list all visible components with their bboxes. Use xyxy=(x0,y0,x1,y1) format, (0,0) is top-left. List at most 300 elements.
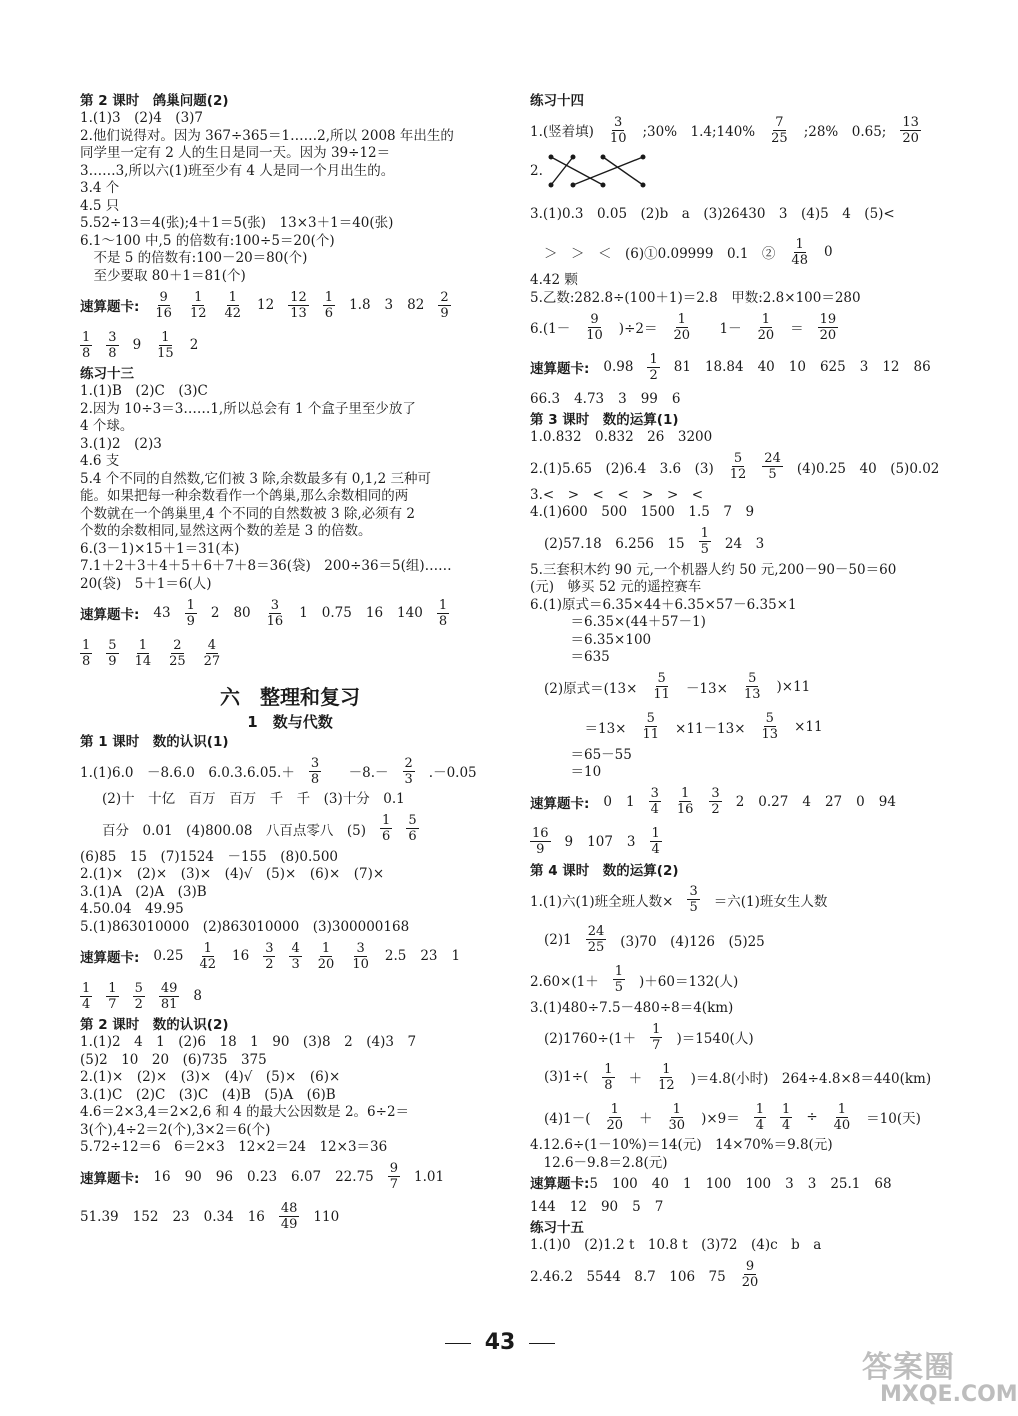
answer-value: 23 xyxy=(172,1208,190,1225)
fraction-denominator: 14 xyxy=(134,653,152,669)
fraction-numerator: 5 xyxy=(134,980,143,996)
answer-lines xyxy=(80,383,500,593)
fraction-numerator: 1 xyxy=(138,637,147,653)
fraction xyxy=(900,115,921,146)
answer-value: 100 xyxy=(705,1176,732,1192)
fraction-denominator: 13 xyxy=(743,687,761,702)
answer-line: 4.(1)600 500 1500 1.5 7 9 xyxy=(530,504,755,520)
fraction-numerator: 4 xyxy=(291,940,300,956)
left-column xyxy=(80,92,500,1237)
answer-value: 3 xyxy=(785,1176,794,1192)
fraction-numerator: 3 xyxy=(108,329,117,345)
fraction-denominator: 42 xyxy=(199,956,217,972)
answer-line: 4.42 颗 xyxy=(530,272,578,288)
answer-value: 16 xyxy=(153,1168,171,1185)
answer-row xyxy=(530,110,921,150)
fraction-numerator: 3 xyxy=(310,755,320,771)
answer-line: 不是 5 的倍数有:100－20＝80(个) xyxy=(80,250,308,266)
fraction-numerator: 3 xyxy=(711,786,720,801)
fraction-denominator: 7 xyxy=(389,1177,399,1192)
answer-row xyxy=(530,1057,931,1097)
answer-value: ÷ xyxy=(806,1109,818,1125)
answer-value: 2.5 xyxy=(384,948,407,964)
fraction-denominator: 12 xyxy=(658,1077,675,1093)
fraction-numerator: 1 xyxy=(161,329,170,345)
answer-line: 1.0.832 0.832 26 3200 xyxy=(530,429,713,445)
fraction xyxy=(818,312,839,343)
fraction xyxy=(279,1201,300,1232)
fraction xyxy=(671,312,692,343)
answer-line: 4 个球。 xyxy=(80,418,134,434)
fraction-numerator: 2 xyxy=(404,755,413,771)
matching-answer xyxy=(530,151,950,191)
fraction-numerator: 9 xyxy=(590,311,599,327)
fraction xyxy=(153,290,174,321)
answer-value: ＝ xyxy=(790,321,804,337)
fraction xyxy=(80,981,92,1012)
quick-card-label: 速算题卡: xyxy=(530,361,590,377)
answer-value: )×9＝ xyxy=(701,1111,740,1127)
answer-line: 至少要取 80＋1＝81(个) xyxy=(80,267,246,284)
fraction-denominator: 25 xyxy=(169,653,186,669)
quick-card-row xyxy=(530,1173,950,1195)
fraction xyxy=(649,786,661,817)
fraction-numerator: 1 xyxy=(82,637,91,653)
answer-value: 1 xyxy=(451,948,461,964)
answer-value: 100 xyxy=(745,1176,772,1192)
fraction xyxy=(789,237,810,268)
fraction-denominator: 9 xyxy=(536,842,545,857)
quick-card-label: 速算题卡: xyxy=(530,795,590,812)
answer-row xyxy=(80,751,477,791)
fraction-numerator: 3 xyxy=(614,114,623,130)
fraction-denominator: 4 xyxy=(82,996,91,1012)
answer-line: 1.(1)3 (2)4 (3)7 xyxy=(80,110,204,126)
fraction xyxy=(316,941,337,972)
answer-lines xyxy=(80,849,500,937)
fraction-denominator: 27 xyxy=(203,653,221,669)
fraction xyxy=(80,330,92,361)
fraction xyxy=(197,941,218,972)
answer-value: 66.3 xyxy=(530,391,561,407)
answer-value: 4.73 xyxy=(574,391,605,407)
answer-value: ;30% 1.4;140% xyxy=(642,124,756,140)
fraction-numerator: 3 xyxy=(356,940,365,956)
answer-value: ＋ xyxy=(628,1071,643,1087)
answer-value: 7 xyxy=(654,1199,664,1215)
answer-line: 4.6＝2×3,4＝2×2,6 和 4 的最大公因数是 2。6÷2＝ xyxy=(80,1104,410,1120)
fraction xyxy=(604,1102,625,1133)
fraction-numerator: 4 xyxy=(207,637,217,653)
answer-value: ＝10(天) xyxy=(866,1111,921,1127)
fraction-denominator: 7 xyxy=(652,1037,661,1053)
answer-value: 82 xyxy=(407,297,425,313)
answer-line: 6.1～100 中,5 的倍数有:100÷5＝20(个) xyxy=(80,232,335,249)
answer-value: 40 xyxy=(757,359,775,375)
quick-card-label: 速算题卡: xyxy=(80,1170,140,1187)
answer-value: 3 xyxy=(618,391,627,407)
answer-row xyxy=(530,192,895,232)
fraction-denominator: 20 xyxy=(606,1117,624,1133)
fraction xyxy=(740,1259,761,1290)
fraction-denominator: 10 xyxy=(352,956,369,972)
quick-card-values xyxy=(80,1201,339,1232)
fraction xyxy=(133,981,145,1012)
answer-value: 110 xyxy=(313,1208,340,1225)
answer-line: 3.(1)480÷7.5－480÷8＝4(km) xyxy=(530,999,734,1016)
answer-line: 3(个),4÷2＝2(个),3×2＝6(个) xyxy=(80,1121,271,1138)
fraction-denominator: 20 xyxy=(819,327,837,343)
fraction-denominator: 6 xyxy=(382,829,391,844)
answer-value: 0.25 xyxy=(153,948,184,964)
fraction-numerator: 1 xyxy=(194,289,203,305)
answer-line: 6.(3－1)×15＋1＝31(本) xyxy=(80,540,240,557)
fraction-denominator: 5 xyxy=(768,467,777,482)
fraction-numerator: 9 xyxy=(159,289,168,305)
answer-line: 4.50.04 49.95 xyxy=(80,901,184,917)
exercise-heading: 练习十五 xyxy=(530,1220,584,1236)
answer-value: 9 xyxy=(132,337,142,353)
answer-value: 86 xyxy=(913,359,931,375)
fraction xyxy=(406,813,418,844)
fraction xyxy=(133,638,154,669)
right-column xyxy=(530,92,950,1295)
answer-line: 3.(1)2 (2)3 xyxy=(80,435,162,452)
fraction-denominator: 11 xyxy=(642,727,660,742)
fraction-denominator: 10 xyxy=(609,130,627,146)
fraction-numerator: 1 xyxy=(614,964,624,979)
quick-card-values xyxy=(530,826,662,857)
answer-line: 个数就在一个鸽巢里,4 个不同的自然数被 3 除,必须有 2 xyxy=(80,505,416,522)
fraction-denominator: 12 xyxy=(189,305,207,321)
fraction xyxy=(438,290,450,321)
answer-value: (4)1－( xyxy=(544,1111,591,1127)
answer-line: 4.12.6÷(1－10%)＝14(元) 14×70%＝9.8(元) xyxy=(530,1137,833,1153)
quick-card-values xyxy=(80,981,202,1012)
answer-lines xyxy=(530,747,950,782)
answer-value: 2.(1)5.65 (2)6.4 3.6 (3) xyxy=(530,460,714,477)
fraction-denominator: 25 xyxy=(587,940,605,955)
answer-value: 0.23 xyxy=(246,1168,278,1185)
answer-value: ＋ xyxy=(639,1111,653,1127)
fraction-numerator: 2 xyxy=(440,289,449,305)
fraction xyxy=(675,786,696,817)
fraction xyxy=(754,1102,766,1133)
answer-value: 3 xyxy=(859,359,869,375)
quick-card-values xyxy=(153,1161,444,1192)
answer-value: 4 xyxy=(802,793,811,810)
page-number-dash xyxy=(529,1343,555,1344)
quick-card-values xyxy=(153,941,460,972)
fraction xyxy=(699,526,711,557)
fraction-numerator: 5 xyxy=(748,671,757,686)
fraction xyxy=(728,451,749,482)
fraction xyxy=(656,1062,677,1093)
answer-line: ＝6.35×100 xyxy=(530,631,652,648)
fraction-numerator: 5 xyxy=(765,711,774,726)
answer-value: 0.34 xyxy=(203,1208,234,1225)
page-number-dash xyxy=(445,1343,471,1344)
answer-value: 2 xyxy=(189,337,199,353)
answer-value: ×11－13× xyxy=(675,720,746,737)
answer-row xyxy=(530,307,838,347)
fraction-denominator: 2 xyxy=(134,996,143,1012)
answer-value: )÷2＝ xyxy=(618,321,658,337)
answer-line: 4.6 支 xyxy=(80,453,120,469)
answer-value: .－0.05 xyxy=(428,765,477,781)
answer-value: 0.75 xyxy=(321,605,352,621)
fraction-numerator: 1 xyxy=(651,826,660,841)
fraction-numerator: 5 xyxy=(733,451,743,466)
answer-line: (5)2 10 20 (6)735 375 xyxy=(80,1051,267,1068)
fraction-numerator: 1 xyxy=(681,786,690,801)
answer-value: 625 xyxy=(819,359,846,375)
answer-row xyxy=(530,522,764,562)
answer-row xyxy=(530,920,765,960)
quick-card-row xyxy=(80,936,500,976)
fraction-numerator: 48 xyxy=(280,1201,298,1216)
answer-line: 2.(1)× (2)× (3)× (4)√ (5)× (6)× xyxy=(80,1069,341,1085)
quick-card-row xyxy=(530,1196,950,1218)
answer-row xyxy=(530,1255,760,1295)
lesson-heading: 第 1 课时 数的认识(1) xyxy=(80,734,229,750)
answer-value: 2.60×(1＋ xyxy=(530,973,599,990)
answer-line: 5.乙数:282.8÷(100＋1)＝2.8 甲数:2.8×100＝280 xyxy=(530,289,861,306)
fraction-denominator: 10 xyxy=(586,327,603,343)
fraction xyxy=(223,290,244,321)
lesson-heading: 第 3 课时 数的运算(1) xyxy=(530,412,679,428)
quick-card-row xyxy=(80,976,500,1016)
answer-value: 16 xyxy=(247,1208,265,1225)
answer-value: (4)0.25 40 (5)0.02 xyxy=(796,460,940,477)
answer-line: 6.(1)原式＝6.35×44＋6.35×57－6.35×1 xyxy=(530,596,797,613)
fraction-denominator: 4 xyxy=(782,1117,791,1133)
fraction-denominator: 3 xyxy=(291,956,300,972)
fraction-denominator: 7 xyxy=(108,996,117,1012)
exercise-heading: 练习十三 xyxy=(80,366,134,382)
fraction xyxy=(832,1102,853,1133)
answer-value: 27 xyxy=(824,793,843,810)
answer-line: (元) 够买 52 元的遥控赛车 xyxy=(530,579,702,595)
answer-value: 99 xyxy=(640,391,658,407)
fraction xyxy=(323,290,335,321)
fraction-denominator: 4 xyxy=(755,1117,765,1133)
quick-card-row xyxy=(80,325,500,365)
fraction-numerator: 3 xyxy=(650,786,659,801)
answer-value: 9 xyxy=(564,833,574,850)
answer-value: ＝六(1)班女生人数 xyxy=(713,893,828,910)
answer-line: ＝10 xyxy=(530,764,602,780)
fraction-denominator: 9 xyxy=(108,653,117,669)
quick-card-label: 速算题卡: xyxy=(80,950,140,966)
answer-lines xyxy=(80,1034,500,1157)
fraction-numerator: 49 xyxy=(160,980,178,996)
answer-line: 3.(1)A (2)A (3)B xyxy=(80,883,207,900)
answer-value: 6.(1－ xyxy=(530,321,571,337)
answer-value: ＝13× xyxy=(544,720,627,737)
fraction-denominator: 8 xyxy=(82,653,91,669)
answer-value: (2)原式＝(13× xyxy=(544,680,638,697)
answer-value: 5 xyxy=(632,1199,641,1215)
fraction-denominator: 6 xyxy=(408,829,417,844)
answer-value: 0 xyxy=(856,793,865,810)
answer-lines xyxy=(530,1137,950,1172)
fraction xyxy=(608,115,629,146)
fraction-denominator: 16 xyxy=(266,613,284,629)
matching-lines-diagram xyxy=(543,151,663,191)
fraction-numerator: 5 xyxy=(108,637,117,653)
fraction xyxy=(388,1161,400,1192)
answer-value: 80 xyxy=(233,605,251,621)
answer-value: 100 xyxy=(612,1176,638,1192)
fraction xyxy=(760,711,781,742)
answer-value: 43 xyxy=(153,605,171,621)
fraction-numerator: 9 xyxy=(389,1161,399,1176)
quick-card-label: 速算题卡: xyxy=(530,1176,590,1192)
fraction-denominator: 13 xyxy=(290,305,307,321)
answer-value: 144 xyxy=(530,1199,556,1215)
fraction-denominator: 3 xyxy=(404,771,413,787)
answer-value: 152 xyxy=(132,1208,159,1225)
fraction-denominator: 2 xyxy=(711,802,720,817)
answer-line: 3.< > < < > > < xyxy=(530,486,704,503)
fraction-denominator: 48 xyxy=(791,252,808,268)
fraction-numerator: 2 xyxy=(173,637,182,653)
quick-card-row xyxy=(80,1157,500,1197)
answer-value: 0.98 xyxy=(603,359,634,375)
fraction-denominator: 81 xyxy=(160,996,178,1012)
fraction xyxy=(650,1022,662,1053)
answer-line: 3.(1)C (2)C (3)C (4)B (5)A (6)B xyxy=(80,1086,336,1103)
quick-card-values xyxy=(80,638,222,669)
quick-card-row xyxy=(530,822,950,862)
quick-card-values xyxy=(530,391,681,407)
answer-value: －8.－ xyxy=(335,765,389,781)
watermark-logo: 答案圈 xyxy=(862,1350,955,1385)
quick-card-row xyxy=(80,1197,500,1237)
fraction-denominator: 2 xyxy=(265,956,274,972)
fraction-numerator: 3 xyxy=(270,597,280,613)
answer-line: 5.4 个不同的自然数,它们被 3 除,余数最多有 0,1,2 三种可 xyxy=(80,470,431,487)
answer-line: 3……3,所以六(1)班至少有 4 人是同一个月出生的。 xyxy=(80,162,395,179)
answer-line: 1.(1)2 4 1 (2)6 18 1 90 (3)8 2 (4)3 7 xyxy=(80,1034,417,1050)
answer-value: 1－ xyxy=(706,321,742,337)
fraction-numerator: 1 xyxy=(228,289,237,305)
answer-value: 1.(1)六(1)班全班人数× xyxy=(530,893,674,910)
answer-value: 140 xyxy=(397,605,423,621)
fraction-numerator: 1 xyxy=(82,980,91,996)
answer-row xyxy=(530,447,939,487)
fraction xyxy=(613,964,625,995)
fraction-numerator: 1 xyxy=(324,289,334,305)
fraction xyxy=(762,451,783,482)
answer-value: －13× xyxy=(685,680,728,697)
answer-value: 23 xyxy=(420,948,438,964)
fraction-denominator: 5 xyxy=(700,542,709,557)
answer-value: 0.27 xyxy=(758,793,789,810)
fraction-numerator: 1 xyxy=(610,1101,619,1117)
page-number xyxy=(0,1330,1000,1355)
answer-value: 90 xyxy=(600,1199,619,1215)
answer-line: 4.5 只 xyxy=(80,197,120,214)
watermark-url: MXQE.COM xyxy=(880,1382,1018,1407)
fraction-numerator: 5 xyxy=(408,813,417,828)
fraction xyxy=(584,312,605,343)
answer-line: 1.(1)B (2)C (3)C xyxy=(80,383,208,399)
fraction xyxy=(403,756,415,787)
answer-row xyxy=(80,809,419,849)
fraction xyxy=(437,598,449,629)
answer-value: 25.1 xyxy=(830,1176,861,1192)
answer-line: 5.52÷13＝4(张);4＋1＝5(张) 13×3＋1＝40(张) xyxy=(80,215,394,231)
answer-value: )＝4.8(小时) 264÷4.8×8＝440(km) xyxy=(690,1071,932,1087)
answer-value: 3 xyxy=(384,297,394,313)
subsection-title: 1 数与代数 xyxy=(247,713,333,731)
fraction xyxy=(380,813,392,844)
answer-line: 5.72÷12＝6 6＝2×3 12×2＝24 12×3＝36 xyxy=(80,1139,388,1155)
fraction-denominator: 9 xyxy=(440,305,449,321)
fraction xyxy=(167,638,188,669)
fraction-denominator: 11 xyxy=(653,687,670,702)
fraction xyxy=(647,352,659,383)
answer-line: (2)十 十亿 百万 百万 千 千 (3)十分 0.1 xyxy=(102,791,405,807)
fraction-denominator: 15 xyxy=(157,345,174,361)
fraction-numerator: 1 xyxy=(662,1061,671,1077)
fraction-numerator: 16 xyxy=(532,826,549,841)
fraction-numerator: 1 xyxy=(837,1101,847,1117)
lesson-heading: 第 4 课时 数的运算(2) xyxy=(530,862,679,879)
answer-value: 96 xyxy=(215,1168,233,1185)
fraction xyxy=(288,290,309,321)
fraction-numerator: 1 xyxy=(677,311,686,327)
answer-value: 68 xyxy=(874,1176,892,1192)
fraction-numerator: 1 xyxy=(761,311,771,327)
answer-value: (3)1÷( xyxy=(544,1069,589,1085)
answer-value: 0 xyxy=(603,793,612,810)
fraction-numerator: 1 xyxy=(649,351,658,367)
answer-value: 1 xyxy=(299,605,308,621)
section-title: 六 整理和复习 xyxy=(220,685,360,709)
answer-value: 81 xyxy=(673,359,691,375)
fraction-denominator: 13 xyxy=(761,727,779,742)
fraction xyxy=(530,826,551,857)
quick-card-values xyxy=(153,598,449,629)
answer-line: 3.4 个 xyxy=(80,180,120,196)
answer-line: 2.(1)× (2)× (3)× (4)√ (5)× (6)× (7)× xyxy=(80,866,385,882)
fraction-numerator: 24 xyxy=(587,924,605,939)
quick-card-row xyxy=(530,782,950,822)
answer-line: 7.1＋2＋3＋4＋5＋6＋7＋8＝36(袋) 200÷36＝5(组)…… xyxy=(80,558,452,574)
fraction-numerator: 1 xyxy=(203,940,212,956)
answer-value: )×11 xyxy=(776,678,811,695)
quick-card-label: 速算题卡: xyxy=(80,607,140,623)
answer-value: 24 3 xyxy=(724,535,765,552)
quick-card-row xyxy=(530,388,950,410)
answer-value: 1.(竖着填) xyxy=(530,124,594,140)
fraction xyxy=(687,884,699,915)
answer-line: 5.(1)863010000 (2)863010000 (3)300000168 xyxy=(80,918,410,935)
answer-value: 3 xyxy=(807,1176,817,1192)
answer-line: (6)85 15 (7)1524 －155 (8)0.500 xyxy=(80,848,338,865)
fraction-denominator: 20 xyxy=(741,1275,759,1290)
fraction xyxy=(780,1102,792,1133)
fraction-numerator: 7 xyxy=(775,114,784,130)
fraction-numerator: 1 xyxy=(82,329,91,345)
fraction-denominator: 8 xyxy=(108,345,117,361)
answer-value: 8 xyxy=(193,988,202,1004)
fraction-numerator: 1 xyxy=(700,526,709,541)
answer-value: 12 xyxy=(569,1199,587,1215)
